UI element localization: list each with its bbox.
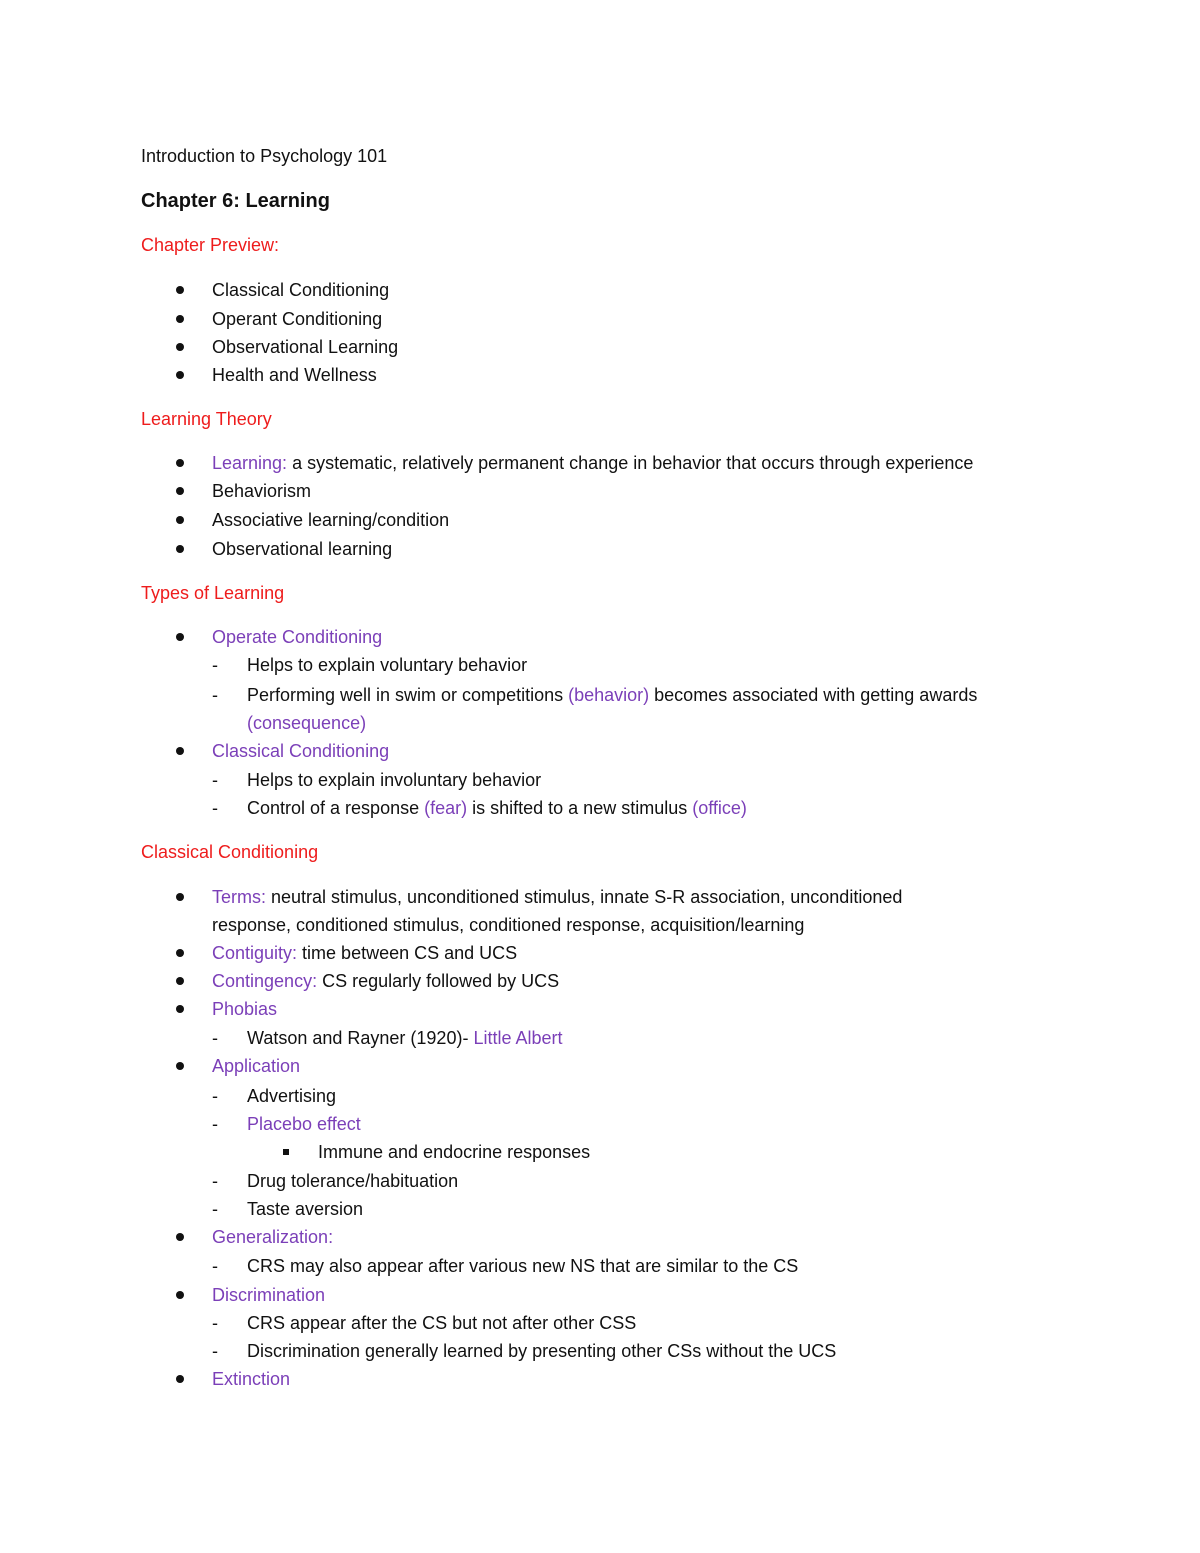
bullet-icon bbox=[176, 949, 184, 957]
term-little-albert: Little Albert bbox=[473, 1028, 563, 1048]
term-consequence: (consequence) bbox=[247, 713, 367, 733]
bullet-icon bbox=[176, 1005, 184, 1013]
dash-icon: - bbox=[212, 1171, 218, 1191]
sub-item bbox=[247, 1026, 563, 1050]
term-behavior: (behavior) bbox=[568, 685, 650, 705]
list-item: Observational Learning bbox=[212, 337, 399, 357]
bullet-icon bbox=[176, 459, 184, 467]
dash-icon: - bbox=[212, 1028, 218, 1048]
section-heading-chapter-preview: Chapter Preview: bbox=[141, 235, 280, 255]
bullet-icon bbox=[176, 371, 184, 379]
sub-sub-item: Immune and endocrine responses bbox=[318, 1142, 591, 1162]
bullet-icon bbox=[176, 545, 184, 553]
term-terms: Terms: bbox=[212, 887, 266, 907]
term-classical-conditioning: Classical Conditioning bbox=[212, 741, 390, 761]
sub-item-text: becomes associated with getting awards bbox=[649, 685, 978, 705]
bullet-icon bbox=[176, 1375, 184, 1383]
term-discrimination: Discrimination bbox=[212, 1285, 326, 1305]
bullet-icon bbox=[176, 516, 184, 524]
bullet-icon bbox=[176, 1291, 184, 1299]
sub-item: CRS appear after the CS but not after other CSS bbox=[247, 1313, 637, 1333]
dash-icon: - bbox=[212, 1114, 218, 1134]
bullet-icon bbox=[176, 893, 184, 901]
dash-icon: - bbox=[212, 1313, 218, 1333]
bullet-icon bbox=[176, 315, 184, 323]
sub-item: Taste aversion bbox=[247, 1199, 364, 1219]
term-application: Application bbox=[212, 1056, 301, 1076]
term-learning: Learning: bbox=[212, 453, 288, 473]
sub-item-text: is shifted to a new stimulus bbox=[467, 798, 693, 818]
bullet-icon bbox=[176, 286, 184, 294]
sub-item-text: Watson and Rayner (1920)- bbox=[247, 1028, 474, 1048]
bullet-icon bbox=[176, 633, 184, 641]
dash-icon: - bbox=[212, 1341, 218, 1361]
term-office: (office) bbox=[692, 798, 747, 818]
contiguity-text: time between CS and UCS bbox=[297, 943, 518, 963]
term-operate-conditioning: Operate Conditioning bbox=[212, 627, 383, 647]
sub-item-text: Performing well in swim or competitions bbox=[247, 685, 569, 705]
list-item-contiguity bbox=[212, 941, 517, 965]
dash-icon: - bbox=[212, 770, 218, 790]
contingency-text: CS regularly followed by UCS bbox=[317, 971, 560, 991]
sub-item: CRS may also appear after various new NS that are similar to the CS bbox=[247, 1256, 799, 1276]
list-item: Health and Wellness bbox=[212, 365, 377, 385]
term-phobias: Phobias bbox=[212, 999, 278, 1019]
sub-item bbox=[247, 683, 977, 707]
dash-icon: - bbox=[212, 798, 218, 818]
list-item: Operant Conditioning bbox=[212, 309, 383, 329]
course-title: Introduction to Psychology 101 bbox=[141, 146, 388, 166]
list-item-learning-definition bbox=[212, 451, 973, 475]
term-contiguity: Contiguity: bbox=[212, 943, 298, 963]
sub-item: Drug tolerance/habituation bbox=[247, 1171, 459, 1191]
sub-item: Helps to explain involuntary behavior bbox=[247, 770, 542, 790]
list-item: Observational learning bbox=[212, 539, 393, 559]
bullet-icon bbox=[176, 977, 184, 985]
section-heading-learning-theory: Learning Theory bbox=[141, 409, 272, 429]
bullet-icon bbox=[176, 747, 184, 755]
term-contingency: Contingency: bbox=[212, 971, 318, 991]
definition-text: a systematic, relatively permanent change in behavior that occurs through experience bbox=[287, 453, 974, 473]
chapter-title: Chapter 6: Learning bbox=[141, 190, 330, 212]
list-item: Behaviorism bbox=[212, 481, 312, 501]
terms-text: neutral stimulus, unconditioned stimulus, innate S-R association, unconditioned bbox=[266, 887, 903, 907]
bullet-icon bbox=[176, 343, 184, 351]
sub-item-text: Control of a response bbox=[247, 798, 425, 818]
sub-item bbox=[247, 796, 747, 820]
term-placebo-effect: Placebo effect bbox=[247, 1114, 361, 1134]
term-extinction: Extinction bbox=[212, 1369, 291, 1389]
list-item-terms bbox=[212, 885, 902, 909]
dash-icon: - bbox=[212, 655, 218, 675]
dash-icon: - bbox=[212, 1086, 218, 1106]
section-heading-types-of-learning: Types of Learning bbox=[141, 583, 285, 603]
bullet-icon bbox=[176, 1233, 184, 1241]
section-heading-classical-conditioning: Classical Conditioning bbox=[141, 842, 319, 862]
dash-icon: - bbox=[212, 1199, 218, 1219]
dash-icon: - bbox=[212, 685, 218, 705]
bullet-icon bbox=[176, 487, 184, 495]
term-fear: (fear) bbox=[424, 798, 468, 818]
list-item-contingency bbox=[212, 969, 559, 993]
sub-item: Helps to explain voluntary behavior bbox=[247, 655, 528, 675]
list-item: Associative learning/condition bbox=[212, 510, 450, 530]
bullet-icon bbox=[176, 1062, 184, 1070]
list-item: Classical Conditioning bbox=[212, 280, 390, 300]
dash-icon: - bbox=[212, 1256, 218, 1276]
square-bullet-icon bbox=[283, 1149, 289, 1155]
sub-item: Discrimination generally learned by presenting other CSs without the UCS bbox=[247, 1341, 837, 1361]
terms-text-continued: response, conditioned stimulus, conditioned response, acquisition/learning bbox=[212, 915, 805, 935]
sub-item: Advertising bbox=[247, 1086, 337, 1106]
term-generalization: Generalization: bbox=[212, 1227, 334, 1247]
